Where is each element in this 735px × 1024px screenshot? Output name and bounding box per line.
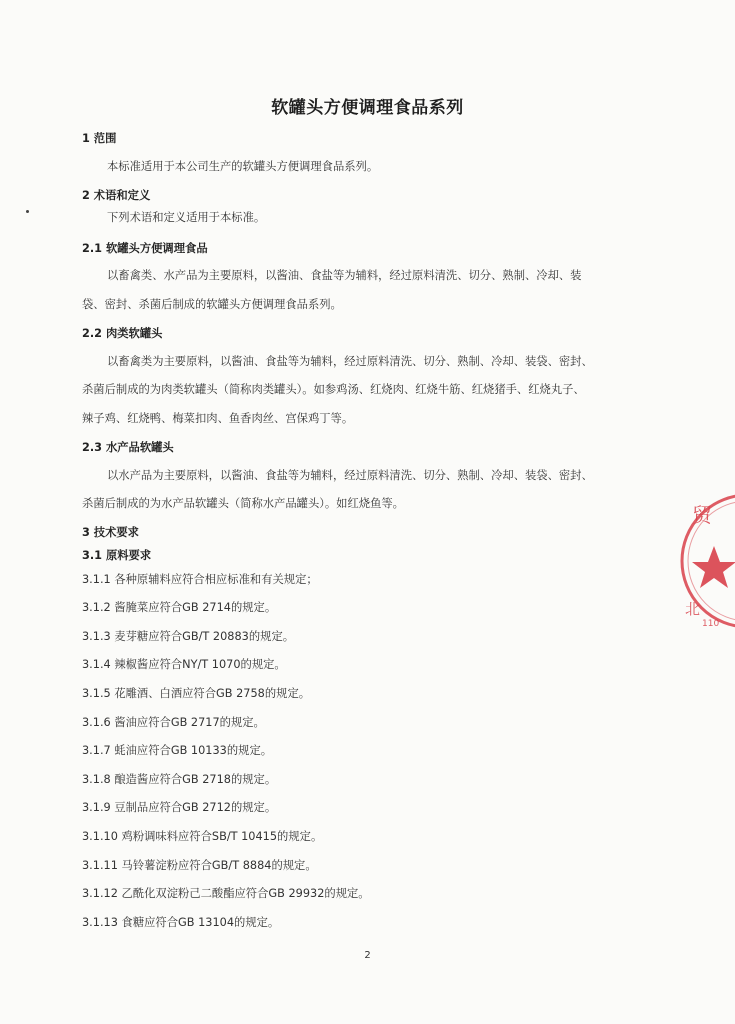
clause-line: 3.1.12 乙酰化双淀粉己二酸酯应符合GB 29932的规定。 bbox=[82, 887, 370, 900]
red-seal-stamp bbox=[676, 486, 735, 636]
clause-line: 3.1.6 酱油应符合GB 2717的规定。 bbox=[82, 716, 265, 729]
clause-line: 3.1.10 鸡粉调味料应符合SB/T 10415的规定。 bbox=[82, 830, 323, 843]
paragraph-line: 下列术语和定义适用于本标准。 bbox=[107, 211, 266, 224]
clause-line: 3.1.11 马铃薯淀粉应符合GB/T 8884的规定。 bbox=[82, 859, 317, 872]
scan-speck bbox=[26, 210, 29, 213]
clause-line: 3.1.1 各种原辅料应符合相应标准和有关规定； bbox=[82, 573, 318, 586]
paragraph-line: 杀菌后制成的为水产品软罐头（简称水产品罐头）。如红烧鱼等。 bbox=[82, 497, 404, 510]
section-heading: 2.2 肉类软罐头 bbox=[82, 327, 163, 340]
clause-line: 3.1.13 食糖应符合GB 13104的规定。 bbox=[82, 916, 280, 929]
section-heading: 2 术语和定义 bbox=[82, 189, 151, 202]
paragraph-line: 以畜禽类为主要原料，以酱油、食盐等为辅料，经过原料清洗、切分、熟制、冷却、装袋、密封、 bbox=[107, 355, 593, 368]
paragraph-line: 袋、密封、杀菌后制成的软罐头方便调理食品系列。 bbox=[82, 298, 342, 311]
clause-line: 3.1.4 辣椒酱应符合NY/T 1070的规定。 bbox=[82, 658, 286, 671]
section-heading: 1 范围 bbox=[82, 132, 117, 145]
section-heading: 3.1 原料要求 bbox=[82, 549, 152, 562]
page-number: 2 bbox=[364, 950, 371, 961]
page-title: 软罐头方便调理食品系列 bbox=[271, 98, 464, 118]
svg-text:北: 北 bbox=[685, 600, 701, 618]
paragraph-line: 辣子鸡、红烧鸭、梅菜扣肉、鱼香肉丝、宫保鸡丁等。 bbox=[82, 412, 354, 425]
section-heading: 2.1 软罐头方便调理食品 bbox=[82, 242, 208, 255]
section-heading: 2.3 水产品软罐头 bbox=[82, 441, 174, 454]
clause-line: 3.1.7 蚝油应符合GB 10133的规定。 bbox=[82, 744, 273, 757]
clause-line: 3.1.5 花雕酒、白酒应符合GB 2758的规定。 bbox=[82, 687, 311, 700]
paragraph-line: 杀菌后制成的为肉类软罐头（简称肉类罐头）。如参鸡汤、红烧肉、红烧牛筋、红烧猪手、红烧丸子、 bbox=[82, 383, 585, 396]
paragraph-line: 以畜禽类、水产品为主要原料，以酱油、食盐等为辅料，经过原料清洗、切分、熟制、冷却、装 bbox=[107, 269, 582, 282]
seal-star-icon bbox=[692, 546, 735, 588]
paragraph-line: 本标准适用于本公司生产的软罐头方便调理食品系列。 bbox=[107, 160, 379, 173]
svg-text:110: 110 bbox=[702, 619, 720, 629]
paragraph-line: 以水产品为主要原料，以酱油、食盐等为辅料，经过原料清洗、切分、熟制、冷却、装袋、密封、 bbox=[107, 469, 593, 482]
clause-line: 3.1.8 酿造酱应符合GB 2718的规定。 bbox=[82, 773, 277, 786]
clause-line: 3.1.3 麦芽糖应符合GB/T 20883的规定。 bbox=[82, 630, 295, 643]
clause-line: 3.1.2 酱腌菜应符合GB 2714的规定。 bbox=[82, 601, 277, 614]
section-heading: 3 技术要求 bbox=[82, 526, 139, 539]
svg-text:贸: 贸 bbox=[692, 503, 712, 527]
clause-line: 3.1.9 豆制品应符合GB 2712的规定。 bbox=[82, 801, 277, 814]
